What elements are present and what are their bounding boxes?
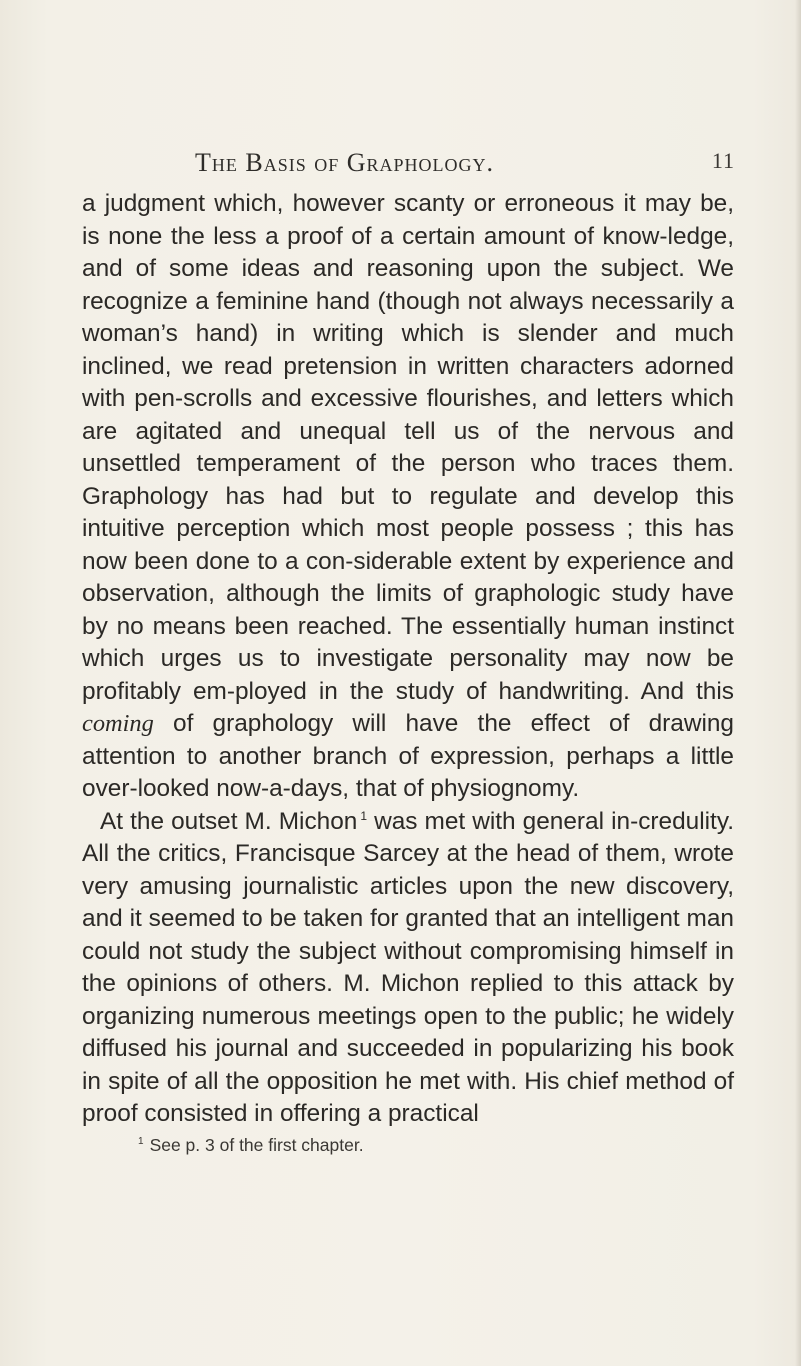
paragraph-1-text: a judgment which, however scanty or erroneous it may be, is none the less a proof of a certain amount of know-ledge, and of some ideas and reasoning upon the subject. We recognize a feminine hand (though not always necessarily a woman’s hand) in writing which is slender and much inclined, we read pretension in written characters adorned with pen-scrolls and excessive flourishes, and letters which are agitated and unequal tell us of the nervous and unsettled temperament of the person who traces them. Graphology has had but to regulate and develop this intuitive perception which most people possess ; this has now been done to a con-siderable extent by experience and observation, although the limits of graphologic study have by no means been reached. The essentially human instinct which urges us to investigate personality may now be profitably em-ployed in the study of handwriting. And this <box>82 190 734 705</box>
paragraph-2 <box>82 806 734 1131</box>
page-edge-shadow <box>795 0 801 1366</box>
footnote-text: See p. 3 of the first chapter. <box>149 1135 364 1155</box>
italic-word: coming <box>82 710 154 737</box>
paragraph-2-text-end: was met with general in-credulity. All the critics, Francisque Sarcey at the head of them, wrote very amusing journalistic articles upon the new discovery, and it seemed to be taken for granted that an intelligent man could not study the subject without compromising himself in the opinions of others. M. Michon replied to this attack by organizing numerous meetings open to the public; he widely diffused his journal and succeeded in popularizing his book in spite of all the opposition he met with. His chief method of proof consisted in offering a practical <box>82 807 734 1127</box>
footnote-reference: 1 <box>360 808 368 823</box>
paragraph-1 <box>82 188 734 806</box>
footnote <box>138 1135 364 1156</box>
body-text <box>82 188 734 1131</box>
paragraph-2-text: At the outset M. Michon <box>100 807 358 835</box>
page-number: 11 <box>711 148 735 173</box>
running-head-title: The Basis of Graphology. <box>195 148 495 177</box>
footnote-marker: 1 <box>138 1136 144 1147</box>
running-head <box>195 148 735 180</box>
paragraph-1-text-end: of graphology will have the effect of drawing attention to another branch of expression, perhaps a little over-looked now-a-days, that of physiognomy. <box>82 710 734 802</box>
